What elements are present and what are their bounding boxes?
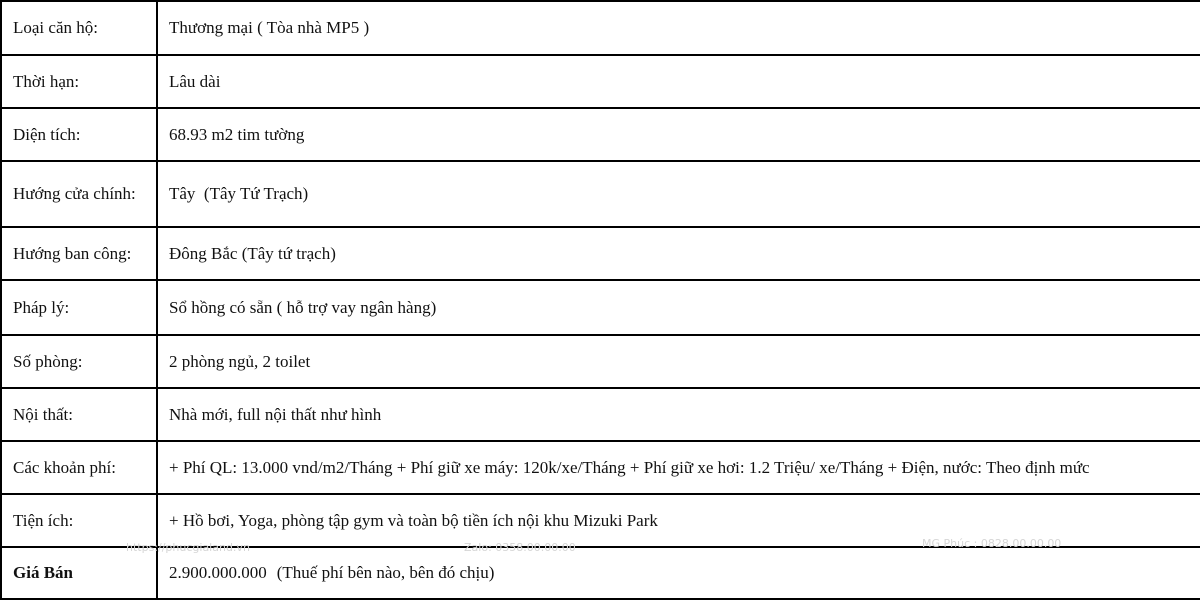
price-cell (157, 547, 1200, 599)
row-value-fees: + Phí QL: 13.000 vnd/m2/Tháng + Phí giữ xe máy: 120k/xe/Tháng + Phí giữ xe hơi: 1.2 Triệu/ xe/Tháng + Điện, nước: Theo định mức (157, 441, 1200, 494)
table-row-price (1, 547, 1200, 599)
row-label-area: Diện tích: (1, 108, 157, 161)
row-label-main-door-direction: Hướng cửa chính: (1, 161, 157, 227)
table-row (1, 161, 1200, 227)
price-label: Giá Bán (1, 547, 157, 599)
table-row (1, 55, 1200, 108)
row-value-furniture: Nhà mới, full nội thất như hình (157, 388, 1200, 441)
table-row (1, 1, 1200, 55)
table-row (1, 441, 1200, 494)
table-row (1, 108, 1200, 161)
row-label-rooms: Số phòng: (1, 335, 157, 388)
watermark-site: https://phucgialand.vn (126, 541, 250, 554)
row-label-term: Thời hạn: (1, 55, 157, 108)
price-note: (Thuế phí bên nào, bên đó chịu) (276, 563, 495, 582)
row-value-apartment-type: Thương mại ( Tòa nhà MP5 ) (157, 1, 1200, 55)
row-value-rooms: 2 phòng ngủ, 2 toilet (157, 335, 1200, 388)
table-row (1, 335, 1200, 388)
row-value-term: Lâu dài (157, 55, 1200, 108)
watermark-zalo: Zalo: 0358.00.00.00 (464, 541, 576, 554)
row-value-legal: Sổ hồng có sẵn ( hỗ trợ vay ngân hàng) (157, 280, 1200, 335)
table-row (1, 280, 1200, 335)
table-row (1, 227, 1200, 280)
row-label-fees: Các khoản phí: (1, 441, 157, 494)
row-value-balcony-direction: Đông Bắc (Tây tứ trạch) (157, 227, 1200, 280)
watermark-contact: MG Phúc : 0828.00.00.00 (922, 537, 1062, 550)
row-value-amenities: + Hồ bơi, Yoga, phòng tập gym và toàn bộ tiền ích nội khu Mizuki Park (157, 494, 1200, 547)
row-value-main-door-direction: Tây (Tây Tứ Trạch) (157, 161, 1200, 227)
row-label-legal: Pháp lý: (1, 280, 157, 335)
row-label-balcony-direction: Hướng ban công: (1, 227, 157, 280)
row-label-amenities: Tiện ích: (1, 494, 157, 547)
price-value: 2.900.000.000 (169, 563, 267, 582)
row-value-area: 68.93 m2 tim tường (157, 108, 1200, 161)
row-label-furniture: Nội thất: (1, 388, 157, 441)
row-label-apartment-type: Loại căn hộ: (1, 1, 157, 55)
table-row (1, 388, 1200, 441)
table-row (1, 494, 1200, 547)
